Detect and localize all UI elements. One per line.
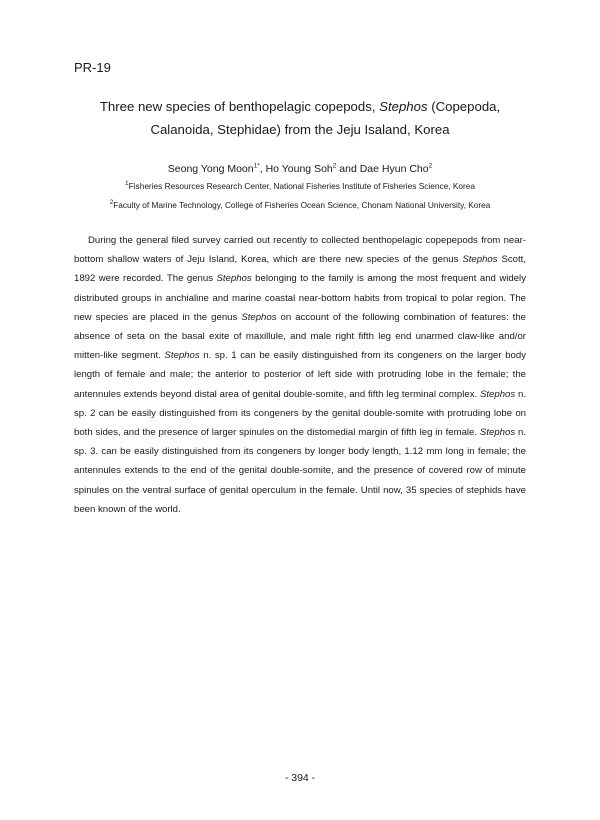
affiliation-2-marker: 2: [109, 199, 114, 207]
affiliation-1: [40, 181, 560, 191]
abstract-text: During the general filed survey carried out recently to collected benthopelagic copepepods from near-bottom shallow waters of Jeju Island, Korea, which are there new species of the genus: [74, 235, 526, 266]
genus-name: Stephos: [479, 427, 516, 439]
abstract-code: PR-19: [74, 60, 111, 75]
author-1-affil: 1*: [253, 162, 260, 170]
title-part1: Three new species of benthopelagic copepods,: [99, 99, 380, 114]
abstract-text: belonging to the family is among the most frequent and widely distributed groups in anchialine and marine coastal near-bottom habits from tropical to polar region. The new species are placed in the genus: [74, 273, 526, 323]
author-2-affil: 2: [332, 162, 337, 170]
author-list: [40, 163, 560, 175]
affiliation-1-marker: 1: [125, 180, 129, 188]
affiliation-2: [40, 200, 560, 210]
title-genus: Stephos: [379, 99, 428, 114]
paper-title: [80, 95, 520, 141]
abstract-text: n. sp. 1 can be easily distinguished from its congeners on the larger body length of female and male; the anterior to posterior of left side with protruding lobe in the female; the antennules extends beyond distal area of genital double-somite, and fifth leg terminal complex.: [74, 350, 526, 400]
genus-name: Stephos: [164, 350, 200, 362]
author-3: and Dae Hyun Cho: [336, 163, 429, 175]
abstract-body: [74, 231, 526, 519]
author-2: , Ho Young Soh: [259, 163, 333, 175]
abstract-text: n. sp. 2 can be easily distinguished from its congeners by the genital double-somite with protruding lobe on both sides, and the presence of larger spinules on the distomedial margin of fifth leg in female.: [74, 388, 527, 439]
title-line2: Calanoida, Stephidae) from the Jeju Isaland, Korea: [150, 122, 450, 137]
genus-name: Stephos: [479, 388, 516, 400]
title-part2: (Copepoda,: [427, 99, 501, 114]
abstract-text: on account of the following combination of features: the absence of seta on the basal exite of maxillule, and male right fifth leg end unarmed claw-like and/or mitten-like segment.: [74, 311, 526, 362]
genus-name: Stephos: [241, 311, 277, 323]
affiliation-2-text: Faculty of Marine Technology, College of Fisheries Ocean Science, Chonam National University, Korea: [113, 200, 491, 210]
genus-name: Stephos: [216, 273, 252, 285]
page-number: - 394 -: [284, 772, 316, 784]
author-3-affil: 2: [428, 162, 433, 170]
genus-name: Stephos: [462, 254, 498, 266]
author-1: Seong Yong Moon: [167, 163, 254, 175]
abstract-text: Scott, 1892 were recorded. The genus: [74, 254, 526, 285]
abstract-text: n. sp. 3. can be easily distinguished from its congeners by longer body length, 1.12 mm long in female; the antennules extends to the end of the genital double-somite, and the presence of covered row of minute spinules on the ventral surface of genital operculum in the female. Until now, 35 species of stephids have been known of the world.: [74, 427, 526, 515]
affiliation-1-text: Fisheries Resources Research Center, National Fisheries Institute of Fisheries Science, Korea: [128, 181, 475, 191]
